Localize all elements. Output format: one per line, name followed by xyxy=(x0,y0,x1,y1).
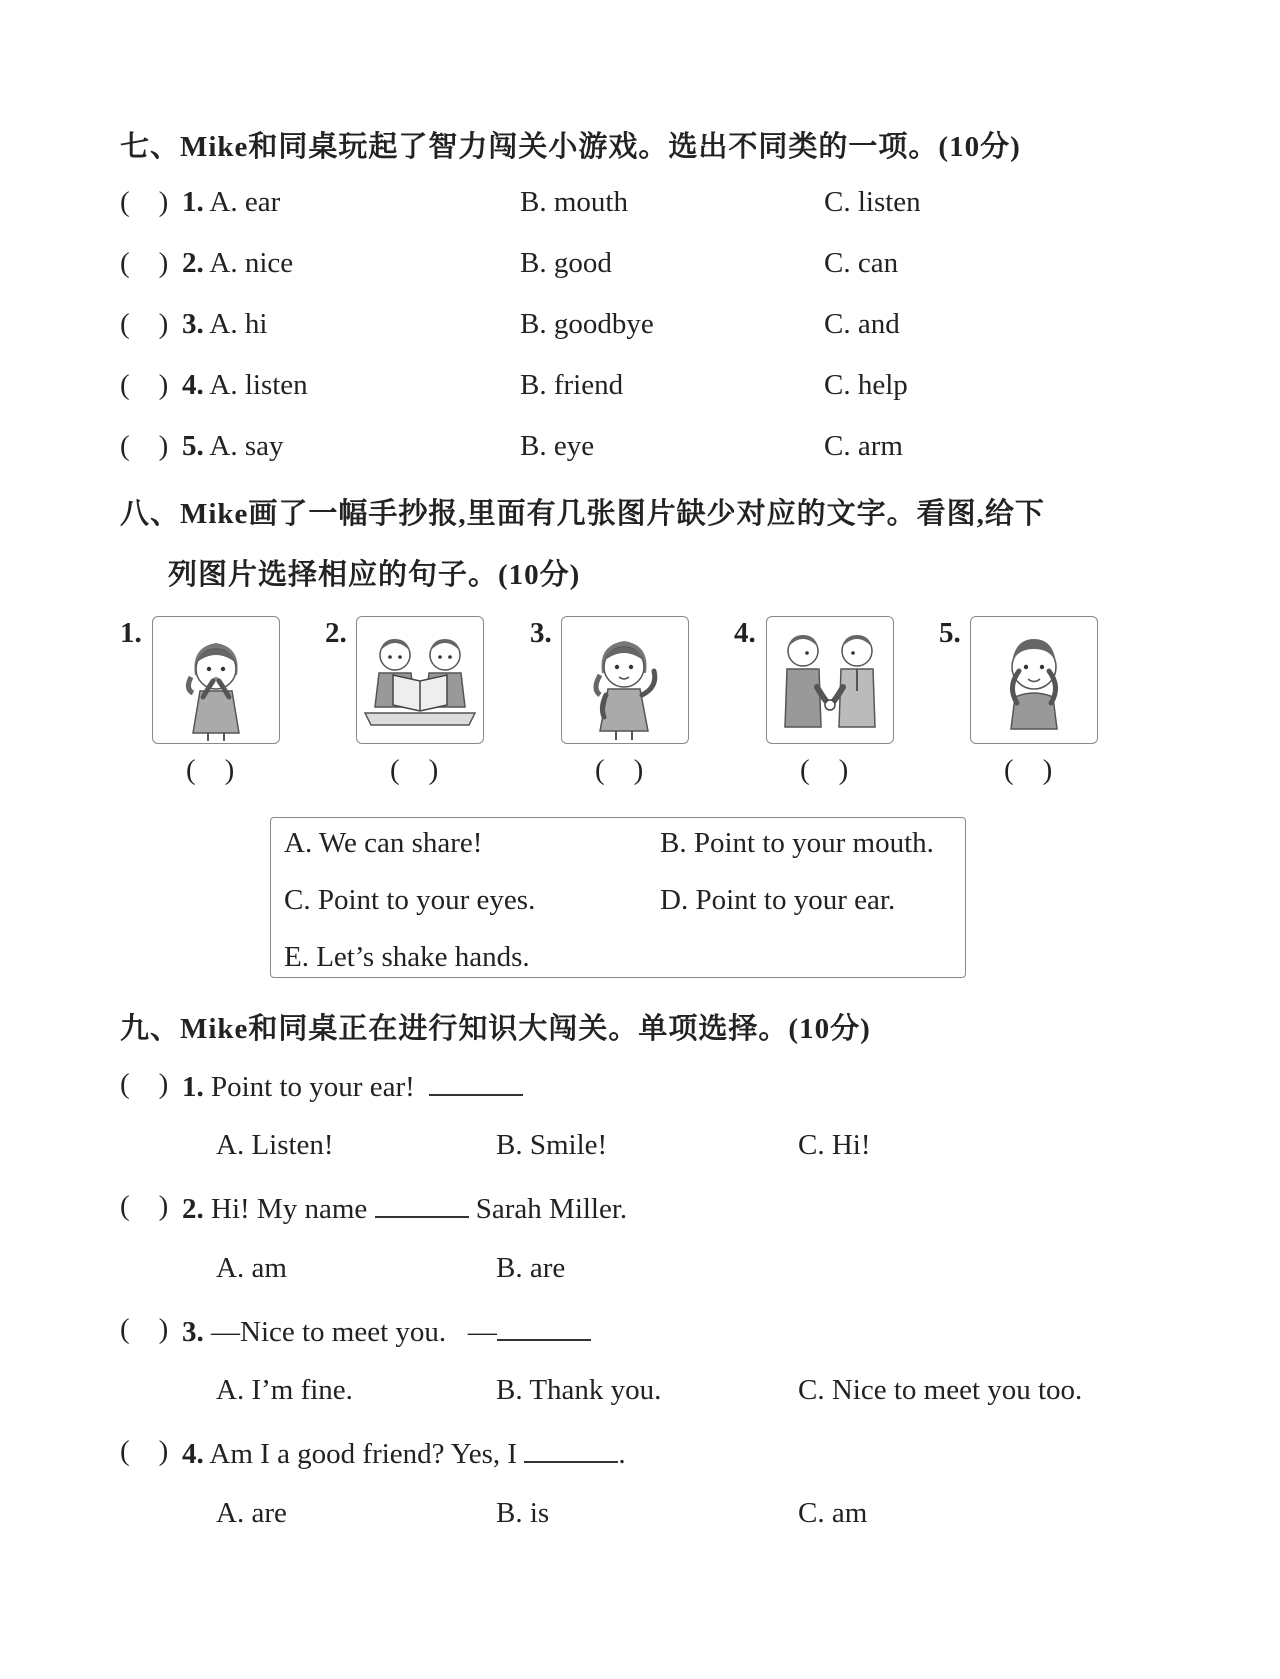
question-4 xyxy=(182,369,308,402)
picture-number: 2. xyxy=(325,617,347,649)
answer-paren[interactable]: ( ) xyxy=(120,430,169,462)
sentence-option-d: D. Point to your ear. xyxy=(660,884,896,916)
picture-number: 5. xyxy=(939,617,961,649)
option-a: A. listen xyxy=(209,369,308,401)
question-number: 4. xyxy=(182,369,204,401)
option-b: B. friend xyxy=(520,369,624,401)
option-c: C. and xyxy=(824,308,900,340)
question-number: 3. xyxy=(182,308,204,340)
picture-number: 3. xyxy=(530,617,552,649)
question-number: 5. xyxy=(182,430,204,462)
section-8-title-continued: 列图片选择相应的句子。(10分) xyxy=(168,559,581,591)
question-text-end: . xyxy=(618,1438,626,1470)
option-c: C. listen xyxy=(824,186,921,218)
sentence-option-e: E. Let’s shake hands. xyxy=(284,941,530,973)
answer-paren[interactable]: ( ) xyxy=(120,247,169,279)
answer-paren[interactable]: ( ) xyxy=(120,308,169,340)
question-number: 2. xyxy=(182,1193,204,1225)
answer-paren[interactable]: ( ) xyxy=(120,1190,169,1222)
fill-in-blank[interactable] xyxy=(429,1068,523,1096)
fill-in-blank[interactable] xyxy=(524,1435,618,1463)
girl-pointing-to-mouth-icon xyxy=(153,617,279,743)
answer-paren[interactable]: ( ) xyxy=(390,754,439,786)
answer-paren[interactable]: ( ) xyxy=(120,1435,169,1467)
option-c: C. arm xyxy=(824,430,903,462)
answer-paren[interactable]: ( ) xyxy=(120,369,169,401)
question-number: 2. xyxy=(182,247,204,279)
option-c: C. can xyxy=(824,247,899,279)
boy-pointing-to-eyes-icon xyxy=(971,617,1097,743)
option-a: A. are xyxy=(216,1497,287,1529)
picture-girl-pointing-to-mouth xyxy=(152,616,280,744)
option-c: C. help xyxy=(824,369,908,401)
option-b: B. is xyxy=(496,1497,550,1529)
question-text: Am I a good friend? Yes, I xyxy=(209,1438,518,1470)
question-text-end: Sarah Miller. xyxy=(475,1193,628,1225)
option-b: B. Thank you. xyxy=(496,1374,662,1406)
question-1-stem xyxy=(182,1068,523,1104)
option-b: B. Smile! xyxy=(496,1129,608,1161)
reply-dash: — xyxy=(467,1316,497,1348)
picture-two-children-sharing-book xyxy=(356,616,484,744)
answer-paren[interactable]: ( ) xyxy=(1004,754,1053,786)
question-number: 3. xyxy=(182,1316,204,1348)
picture-number: 1. xyxy=(120,617,142,649)
picture-girl-pointing-to-ear xyxy=(561,616,689,744)
fill-in-blank[interactable] xyxy=(497,1313,591,1341)
question-4-stem xyxy=(182,1435,626,1471)
answer-paren[interactable]: ( ) xyxy=(120,1313,169,1345)
answer-paren[interactable]: ( ) xyxy=(595,754,644,786)
option-c: C. Hi! xyxy=(798,1129,871,1161)
question-2 xyxy=(182,247,293,280)
answer-paren[interactable]: ( ) xyxy=(120,1068,169,1100)
answer-paren[interactable]: ( ) xyxy=(800,754,849,786)
question-number: 1. xyxy=(182,1071,204,1103)
option-c: C. Nice to meet you too. xyxy=(798,1374,1083,1406)
question-text: —Nice to meet you. xyxy=(211,1316,447,1348)
section-9-title: 九、Mike和同桌正在进行知识大闯关。单项选择。(10分) xyxy=(120,1013,871,1045)
option-b: B. are xyxy=(496,1252,566,1284)
option-a: A. say xyxy=(209,430,284,462)
two-children-shaking-hands-icon xyxy=(767,617,893,743)
question-1 xyxy=(182,186,280,219)
option-a: A. am xyxy=(216,1252,287,1284)
answer-paren[interactable]: ( ) xyxy=(120,186,169,218)
option-b: B. eye xyxy=(520,430,595,462)
two-children-sharing-book-icon xyxy=(357,617,483,743)
option-a: A. I’m fine. xyxy=(216,1374,353,1406)
sentence-option-c: C. Point to your eyes. xyxy=(284,884,536,916)
question-2-stem xyxy=(182,1190,627,1226)
option-b: B. mouth xyxy=(520,186,628,218)
picture-boy-pointing-to-eyes xyxy=(970,616,1098,744)
option-a: A. nice xyxy=(209,247,294,279)
question-3 xyxy=(182,308,267,341)
question-text: Point to your ear! xyxy=(211,1071,415,1103)
girl-pointing-to-ear-icon xyxy=(562,617,688,743)
fill-in-blank[interactable] xyxy=(375,1190,469,1218)
option-a: A. hi xyxy=(209,308,268,340)
picture-two-children-shaking-hands xyxy=(766,616,894,744)
question-number: 4. xyxy=(182,1438,204,1470)
answer-paren[interactable]: ( ) xyxy=(186,754,235,786)
option-c: C. am xyxy=(798,1497,868,1529)
option-a: A. Listen! xyxy=(216,1129,334,1161)
sentence-option-b: B. Point to your mouth. xyxy=(660,827,934,859)
section-7-title: 七、Mike和同桌玩起了智力闯关小游戏。选出不同类的一项。(10分) xyxy=(120,131,1021,163)
option-b: B. good xyxy=(520,247,612,279)
picture-number: 4. xyxy=(734,617,756,649)
option-b: B. goodbye xyxy=(520,308,654,340)
question-number: 1. xyxy=(182,186,204,218)
section-8-title: 八、Mike画了一幅手抄报,里面有几张图片缺少对应的文字。看图,给下 xyxy=(120,498,1045,530)
option-a: A. ear xyxy=(209,186,281,218)
question-text: Hi! My name xyxy=(211,1193,368,1225)
question-3-stem xyxy=(182,1313,591,1349)
sentence-option-a: A. We can share! xyxy=(284,827,483,859)
question-5 xyxy=(182,430,284,463)
